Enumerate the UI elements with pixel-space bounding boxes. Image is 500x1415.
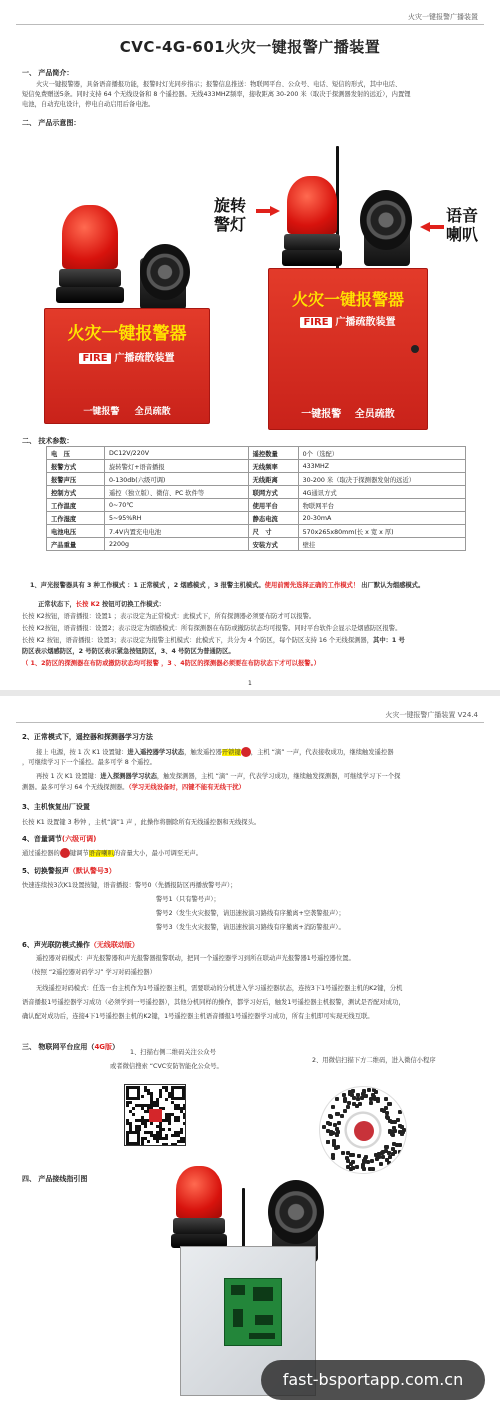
rotating-lamp-right (287, 176, 337, 268)
speaker-horn-right (360, 190, 412, 250)
alarm-box-right (268, 268, 428, 430)
mini-code-dot (351, 1153, 355, 1157)
spec-key: 控制方式 (47, 486, 105, 499)
spec-key: 工作湿度 (47, 512, 105, 525)
qr-finder (126, 1086, 140, 1100)
lamp-base (173, 1218, 225, 1234)
qr-module (129, 1101, 132, 1104)
lamp-foot (56, 287, 123, 303)
mini-code-dot (345, 1156, 349, 1160)
qr-module (168, 1128, 171, 1131)
mini-code-dot (371, 1167, 375, 1171)
qr-module (132, 1113, 135, 1116)
section-diagram-heading: 二、 产品示意图： (22, 119, 81, 127)
linkage-line-4: 语音播报1号遥控器学习成功（必须学到一号遥控器），其他分机同样的操作，都学习好后，触发1号遥控器主机报警，测试是否配对成功， (22, 999, 405, 1006)
mini-code-dot (373, 1097, 377, 1101)
reset-heading: 3、主机恢复出厂设置 (22, 803, 90, 811)
zone-note: （ 1、2防区的探测器在布防或撤防状态均可报警 ，3 、4防区的探测器必须要在布防状态下才可以报警。） (22, 660, 321, 667)
mini-code-dot (326, 1140, 330, 1144)
spec-value: 物联网平台 (298, 499, 465, 512)
mini-code-dot (372, 1088, 376, 1092)
mini-code-dot (398, 1143, 402, 1147)
mini-code-dot (337, 1121, 341, 1125)
alarm-sound-1: 警号1（只有警号声）； (156, 896, 220, 903)
spec-value: 壁挂 (298, 538, 465, 551)
spec-value: 2200g (105, 538, 249, 551)
linkage-line-5: 确认配对成功后，连接4下1号遥控器主机的K2键，1号遥控器主机语音播报1号遥控器学习成功，所有主机即可实现无线互联。 (22, 1013, 374, 1020)
spec-value: 旋转警灯+语音播报 (105, 460, 249, 473)
mini-code-dot (398, 1110, 402, 1114)
unlock-key-icon (241, 747, 251, 757)
spec-key: 使用平台 (248, 499, 298, 512)
mini-code-dot (377, 1152, 381, 1156)
k2-setting-1: 长按 K2按钮，语音播报：设置1 ；表示设定为正常模式：此模式下，所有探测器必须要布防才可以报警。 (22, 613, 316, 620)
mini-code-dot (400, 1125, 404, 1129)
spec-row (47, 512, 466, 525)
brand-logo-icon (354, 1121, 374, 1141)
page-number: 1 (248, 680, 252, 687)
linkage-line-3: 无线遥控对码模式：任选一台主机作为1号遥控器主机，需要联动的分机进入学习遥控器状态，连按3下1号遥控器主机的K2键，分机 (36, 985, 403, 992)
manual-page-1 (0, 0, 500, 690)
speaker-horn-left (140, 244, 190, 300)
qr-module (165, 1143, 168, 1146)
mini-code-dot (393, 1150, 397, 1154)
spec-value: 20-30mA (298, 512, 465, 525)
spec-table (46, 446, 466, 551)
iot-heading: 三、 物联网平台应用（4G版） (22, 1043, 120, 1051)
spec-row (47, 460, 466, 473)
qr-module (126, 1104, 129, 1107)
page-header-label: 火灾一键报警广播装置 (408, 13, 478, 21)
circuit-board (224, 1278, 282, 1346)
spec-value: 433MHZ (298, 460, 465, 473)
alarm-sound-3: 警号3（发生火灾报警，请迅速按演习路线有序撤离+消防警报声）。 (156, 924, 345, 931)
mini-code-dot (388, 1155, 392, 1159)
mini-code-dot (331, 1131, 335, 1135)
spec-row (47, 447, 466, 460)
pcb-chip (255, 1315, 273, 1325)
box-buttons: 一键报警 全员疏散 (83, 407, 171, 417)
qr-module (156, 1140, 159, 1143)
mini-code-dot (381, 1155, 385, 1159)
alarm-box-left (44, 308, 210, 424)
mini-code-dot (393, 1120, 397, 1124)
qr-module (144, 1125, 147, 1128)
spec-key: 静态电流 (248, 512, 298, 525)
mini-code-dot (371, 1093, 375, 1097)
mini-code-dot (381, 1150, 385, 1154)
box-fire-label: FIRE 广播疏散装置 (45, 349, 209, 364)
qr-module (183, 1122, 186, 1125)
mini-code-dot (367, 1088, 371, 1092)
intro-line-2: 短信免费赠送5条。同时支持 64 个无线设备和 8 个遥控器。无线433MHZ频率，接收距离 30-200 米（取决于探测器发射的远近），内置锂 (22, 91, 411, 98)
mini-code-dot (384, 1106, 388, 1110)
qr-module (162, 1128, 165, 1131)
spec-value: 30-200 米（取决于探测器发射的远近） (298, 473, 465, 486)
mini-code-dot (361, 1092, 365, 1096)
qr-module (168, 1122, 171, 1125)
spec-key: 电池电压 (47, 525, 105, 538)
spec-value: 0个（选配） (298, 447, 465, 460)
qr-module (165, 1098, 168, 1101)
mini-code-dot (326, 1129, 330, 1133)
mini-code-dot (322, 1125, 326, 1129)
mini-code-dot (341, 1151, 345, 1155)
mini-code-dot (392, 1126, 396, 1130)
key-lock-icon (411, 345, 419, 353)
spec-key: 尺 寸 (248, 525, 298, 538)
spec-row (47, 525, 466, 538)
spec-key: 产品重量 (47, 538, 105, 551)
mini-code-dot (332, 1141, 336, 1145)
qr-instruction-1a: 1、扫描右侧二维码关注公众号 (130, 1049, 216, 1056)
mini-code-dot (351, 1089, 355, 1093)
qr-module (159, 1095, 162, 1098)
mini-code-dot (355, 1165, 359, 1169)
arrow-left-icon (420, 222, 430, 232)
mini-code-dot (362, 1089, 366, 1093)
qr-module (132, 1107, 135, 1110)
qr-module (180, 1131, 183, 1134)
qr-instruction-1b: 或者微信搜索 “CVC安防智能化公众号。 (110, 1063, 223, 1070)
mini-code-dot (361, 1165, 365, 1169)
mini-code-dot (352, 1102, 356, 1106)
mini-code-dot (343, 1099, 347, 1103)
qr-module (150, 1122, 153, 1125)
alarm-sound-2: 警号2（发生火灾报警，请迅速按演习路线有序撤离+空袭警报声）； (156, 910, 345, 917)
mini-code-dot (335, 1127, 339, 1131)
mini-code-dot (390, 1130, 394, 1134)
mini-code-dot (335, 1097, 339, 1101)
qr-module (183, 1140, 186, 1143)
spec-key: 联网方式 (248, 486, 298, 499)
volume-key-icon (60, 848, 70, 858)
box-title: 火灾一键报警器 (291, 290, 404, 309)
spec-value: 0~70℃ (105, 499, 249, 512)
spec-row (47, 473, 466, 486)
mini-code-dot (340, 1114, 344, 1118)
mini-code-dot (346, 1105, 350, 1109)
spec-row (47, 499, 466, 512)
mini-code-dot (331, 1105, 335, 1109)
mini-code-dot (358, 1102, 362, 1106)
watermark-badge: fast-bsportapp.com.cn (261, 1360, 485, 1400)
qr-module (183, 1116, 186, 1119)
spec-value: 4G通讯方式 (298, 486, 465, 499)
box-fire-label: FIRE 广播疏散装置 (269, 313, 427, 328)
spec-key: 无线距离 (248, 473, 298, 486)
spec-key: 电 压 (47, 447, 105, 460)
linkage-heading: 6、声光联防模式操作（无线联动版） (22, 941, 139, 949)
mini-code-dot (369, 1101, 373, 1105)
k2-setting-3-zones: 防区表示烟感防区，2 号防区表示紧急按钮防区，3、4 号防区为普通防区。 (22, 648, 235, 655)
spec-key: 报警声压 (47, 473, 105, 486)
mini-code-dot (362, 1159, 366, 1163)
mini-code-dot (328, 1114, 332, 1118)
spec-key: 遥控数量 (248, 447, 298, 460)
mini-code-dot (356, 1097, 360, 1101)
spec-value: 遥控（独立版）、微信、PC 软件等 (105, 486, 249, 499)
mini-code-dot (326, 1121, 330, 1125)
alarm-sound-intro: 快速连续按3次K1设置按键，语音播报：警号0（先播报防区再播放警号声）； (22, 882, 237, 889)
mini-code-dot (333, 1123, 337, 1127)
spec-key: 报警方式 (47, 460, 105, 473)
mini-code-dot (379, 1162, 383, 1166)
callout-voice-horn: 语音 喇叭 (446, 206, 479, 244)
volume-text: 通过遥控器的 键调节语音喇叭的音量大小，最小可调至无声。 (22, 850, 203, 857)
reset-text: 长按 K1 设置键 3 秒钟 ，主机“滴”1 声 ，此操作将删除所有无线遥控器和无线探头。 (22, 819, 261, 826)
section-spec-heading: 二、 技术参数： (22, 437, 74, 445)
mini-code-dot (336, 1112, 340, 1116)
qr-instruction-2: 2、用微信扫描下方二维码，进入微信小程序 (312, 1057, 436, 1064)
lamp-foot (282, 250, 342, 266)
mini-code-dot (398, 1150, 402, 1154)
status-heading: 正常状态下，长按 K2 按钮可切换工作模式： (38, 601, 165, 608)
box-title: 火灾一键报警器 (67, 324, 187, 344)
qr-finder (126, 1131, 140, 1145)
box-buttons: 一键报警 全员疏散 (301, 409, 395, 420)
spec-value: DC12V/220V (105, 447, 249, 460)
rotating-lamp-wiring (176, 1166, 222, 1250)
mini-code-dot (386, 1116, 390, 1120)
mini-code-dot (385, 1111, 389, 1115)
linkage-line-1: 遥控器对码模式：声光报警器和声光报警器报警联动，把同一个遥控器学习到所在联动声光报警器1号遥控器位置。 (36, 955, 355, 962)
mini-code-dot (334, 1146, 338, 1150)
spec-value: 7.4V内置充电电池 (105, 525, 249, 538)
qr-module (141, 1095, 144, 1098)
wechat-qr-code (124, 1084, 186, 1146)
qr-module (162, 1107, 165, 1110)
pcb-chip (233, 1309, 243, 1327)
brand-logo-icon (149, 1109, 162, 1122)
qr-module (147, 1140, 150, 1143)
pcb-chip (253, 1287, 273, 1301)
lamp-base (284, 234, 340, 250)
qr-module (174, 1143, 177, 1146)
page-header-label: 火灾一键报警广播装置 V24.4 (385, 711, 478, 719)
mini-code-dot (388, 1102, 392, 1106)
document-title: CVC-4G-601火灾一键报警广播装置 (119, 38, 381, 56)
learn-detector-line-2: 测器。最多可学习 64 个无线探测器。（学习无线设备时，四键不能有无线干扰） (22, 784, 245, 791)
pcb-chip (249, 1333, 275, 1339)
mini-code-dot (357, 1154, 361, 1158)
arrow-stem-horn (428, 225, 444, 229)
mini-code-dot (387, 1161, 391, 1165)
callout-rotating-lamp: 旋转 警灯 (214, 196, 247, 234)
mini-code-dot (331, 1153, 335, 1157)
spec-row (47, 486, 466, 499)
header-rule (16, 722, 484, 723)
mini-code-dot (370, 1159, 374, 1163)
learn-heading: 2、正常模式下，遥控器和探测器学习方法 (22, 733, 153, 741)
section-intro-heading: 一、 产品简介： (22, 69, 74, 77)
header-rule (16, 24, 484, 25)
lamp-dome (176, 1166, 222, 1218)
qr-module (165, 1137, 168, 1140)
qr-finder (171, 1086, 185, 1100)
speaker-horn-wiring (268, 1180, 324, 1244)
lamp-dome (287, 176, 337, 234)
mini-code-dot (346, 1165, 350, 1169)
spec-value: 5~95%RH (105, 512, 249, 525)
mini-code-dot (393, 1129, 397, 1133)
learn-remote-line: 接上 电源，按 1 次 K1 设置键：进入遥控器学习状态，触发遥控器开锁键 ，主机 “滴” 一声，代表接收成功，继续触发遥控器 (36, 749, 394, 756)
modes-line: 1、声光报警器具有 3 种工作模式 ：1 正常模式 ，2 烟感模式 ，3 报警主机模式。使用前需先选择正确的工作模式！ 出厂默认为烟感模式。 (30, 582, 425, 589)
intro-line-3: 电池，自动充电设计，停电自动启用后备电池。 (22, 101, 155, 108)
lamp-base (59, 269, 122, 287)
mini-code-dot (385, 1145, 389, 1149)
k2-setting-3: 长按 K2 按钮，语音播报：设置3；表示设定为报警主机模式：此模式下，共分为 4 个防区，每个防区支持 16 个无线探测器，其中：1 号 (22, 637, 405, 644)
learn-remote-line-2: ，可继续学习下一个遥控。最多可学 8 个遥控。 (22, 759, 156, 766)
spec-row (47, 538, 466, 551)
spec-key: 无线频率 (248, 460, 298, 473)
linkage-line-2: （按照 “2遥控器对码学习” 学习对码遥控器） (28, 969, 156, 976)
mini-code-dot (392, 1142, 396, 1146)
qr-module (183, 1107, 186, 1110)
wiring-heading: 四、 产品接线指引图 (22, 1175, 88, 1183)
intro-line-1: 火灾一键报警器，具备语音播报功能，报警时灯光同步指示；报警信息推送：物联网平台、公众号、电话、短信的形式，其中电话、 (36, 81, 402, 88)
rotating-lamp-left (62, 205, 118, 305)
spec-key: 安装方式 (248, 538, 298, 551)
pcb-chip (231, 1285, 245, 1295)
mini-code-dot (335, 1132, 339, 1136)
lamp-dome (62, 205, 118, 269)
mini-code-dot (400, 1132, 404, 1136)
learn-detector-line: 再按 1 次 K1 设置键：进入探测器学习状态，触发探测器，主机 “滴” 一声，代表学习成功，继续触发探测器，可继续学习下一个探 (36, 773, 401, 780)
alarm-sound-heading: 5、切换警报声（默认警号3） (22, 867, 116, 875)
arrow-right-icon (270, 206, 280, 216)
mini-code-dot (384, 1097, 388, 1101)
qr-module (177, 1119, 180, 1122)
spec-value: 0-130db(六级可调) (105, 473, 249, 486)
mini-code-dot (343, 1109, 347, 1113)
spec-key: 工作温度 (47, 499, 105, 512)
qr-module (141, 1143, 144, 1146)
k2-setting-2: 长按 K2按钮，语音播报：设置2；表示设定为烟感模式：所有探测器在布防或撤防状态均可报警。同时平台软件会显示是烟感防区报警。 (22, 625, 402, 632)
spec-value: 570x265x80mm(长 x 宽 x 厚) (298, 525, 465, 538)
volume-heading: 4、音量调节(六级可调) (22, 835, 97, 843)
mini-program-code (319, 1086, 407, 1174)
